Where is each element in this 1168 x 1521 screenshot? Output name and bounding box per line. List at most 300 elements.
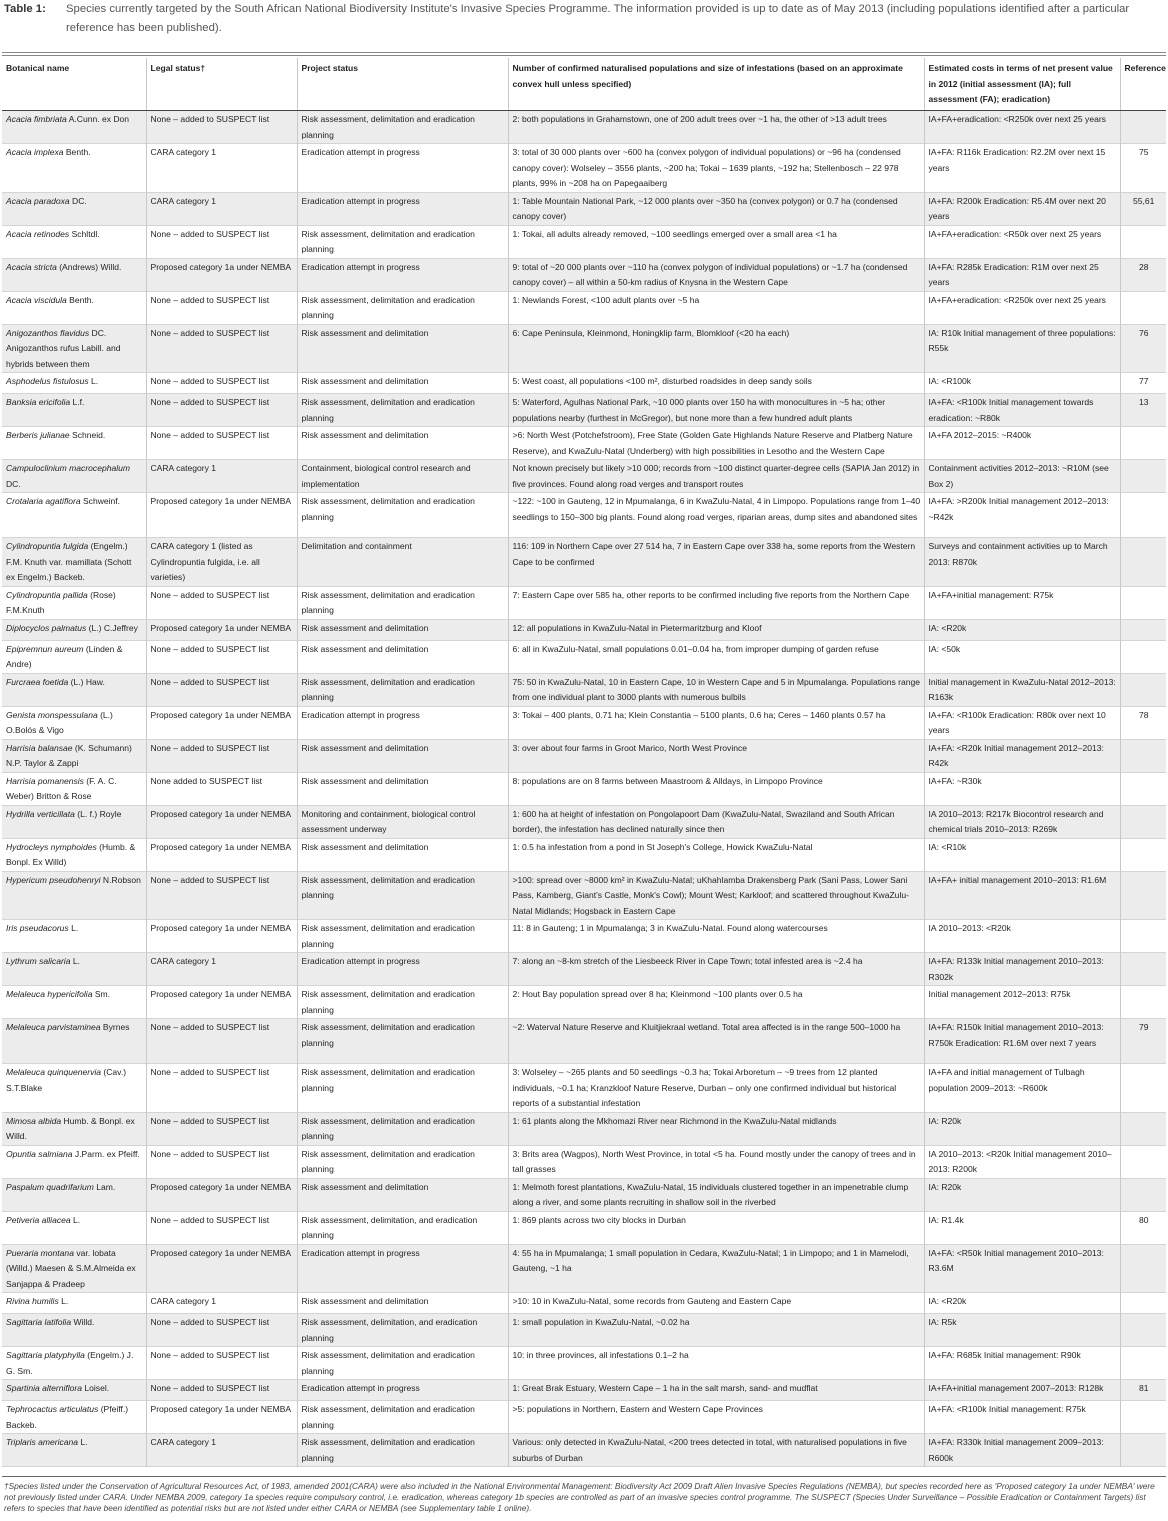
species-authority: L. [68, 923, 79, 933]
species-authority: N.Robson [100, 874, 141, 885]
cell-legal-status: CARA category 1 [146, 460, 297, 493]
cell-costs: IA+FA: ~R30k [924, 772, 1120, 805]
species-authority: var. lobata (Willd.) Maesen & S.M.Almeida ex Sanjappa & Pradeep [6, 1247, 136, 1289]
cell-costs: IA+FA: R116k Eradication: R2.2M over next 15 years [924, 144, 1120, 193]
cell-reference [1120, 619, 1166, 640]
cell-botanical-name [2, 258, 146, 291]
cell-populations: 1: Tokai, all adults already removed, ~100 seedlings emerged over a small area <1 ha [508, 225, 924, 258]
header-populations: Number of confirmed naturalised populations and size of infestations (based on an approximate convex hull unless specified) [508, 58, 924, 111]
cell-project-status: Risk assessment, delimitation and eradication planning [297, 1347, 508, 1380]
cell-legal-status: None – added to SUSPECT list [146, 1314, 297, 1347]
cell-populations: 1: 600 ha at height of infestation on Pongolapoort Dam (KwaZulu-Natal, Swaziland and South African border), the infestation has declined naturally since then [508, 805, 924, 838]
table-row [2, 1019, 1166, 1064]
table-row [2, 111, 1166, 144]
cell-populations: 6: Cape Peninsula, Kleinmond, Honingklip farm, Blomkloof (<20 ha each) [508, 324, 924, 373]
cell-reference [1120, 1401, 1166, 1434]
table-row [2, 258, 1166, 291]
species-name: Lythrum salicaria [6, 956, 71, 966]
species-authority: J.Parm. ex Pfeiff. [72, 1148, 140, 1159]
cell-populations: Not known precisely but likely >10 000; records from ~100 distinct quarter-degree cells (SAPIA Jan 2012) in five provinces. Found along road verges and transport routes [508, 460, 924, 493]
cell-reference [1120, 739, 1166, 772]
cell-botanical-name [2, 144, 146, 193]
cell-costs: IA+FA: <R100k Initial management: R75k [924, 1401, 1120, 1434]
cell-costs: IA+FA+ initial management 2010–2013: R1.6M [924, 871, 1120, 920]
species-authority: Byrnes [100, 1022, 130, 1032]
cell-project-status: Risk assessment, delimitation and eradication planning [297, 920, 508, 953]
cell-project-status: Risk assessment, delimitation and eradication planning [297, 493, 508, 538]
cell-legal-status: None – added to SUSPECT list [146, 871, 297, 920]
species-authority: L. [78, 1437, 88, 1447]
cell-populations: 1: 869 plants across two city blocks in Durban [508, 1211, 924, 1244]
species-name: Triplaris americana [6, 1437, 79, 1447]
cell-reference [1120, 805, 1166, 838]
cell-legal-status: None – added to SUSPECT list [146, 291, 297, 324]
cell-reference [1120, 225, 1166, 258]
cell-project-status: Risk assessment, delimitation and eradication planning [297, 1434, 508, 1467]
cell-costs: IA+FA+eradication: <R250k over next 25 years [924, 291, 1120, 324]
cell-populations: 4: 55 ha in Mpumalanga; 1 small population in Cedara, KwaZulu-Natal; 1 in Limpopo; and 1 in Mamelodi, Gauteng, ~1 ha [508, 1244, 924, 1293]
cell-legal-status: CARA category 1 [146, 144, 297, 193]
table-row [2, 706, 1166, 739]
cell-project-status: Risk assessment and delimitation [297, 838, 508, 871]
table-row [2, 920, 1166, 953]
cell-botanical-name [2, 1244, 146, 1293]
species-name: Diplocyclos palmatus [6, 622, 87, 633]
cell-project-status: Containment, biological control research and implementation [297, 460, 508, 493]
cell-botanical-name [2, 538, 146, 587]
cell-project-status: Risk assessment, delimitation and eradication planning [297, 225, 508, 258]
species-name: Mimosa albida [6, 1115, 62, 1126]
cell-populations: 2: Hout Bay population spread over 8 ha; Kleinmond ~100 plants over 0.5 ha [508, 986, 924, 1019]
species-authority: Benth. [66, 294, 94, 305]
cell-costs: IA+FA 2012–2015: ~R400k [924, 427, 1120, 460]
species-name: Campuloclinium macrocephalum [6, 463, 130, 473]
cell-legal-status: None – added to SUSPECT list [146, 1380, 297, 1401]
cell-costs: IA+FA: R685k Initial management: R90k [924, 1347, 1120, 1380]
footnote-rule [2, 1476, 1166, 1477]
species-name: Acacia implexa [6, 147, 64, 157]
cell-costs: IA+FA and initial management of Tulbagh population 2009–2013: ~R600k [924, 1064, 1120, 1113]
cell-botanical-name [2, 986, 146, 1019]
cell-costs: IA+FA: >R200k Initial management 2012–2013: ~R42k [924, 493, 1120, 538]
cell-legal-status: CARA category 1 [146, 953, 297, 986]
species-name: Melaleuca parvistaminea [6, 1022, 101, 1032]
cell-project-status: Eradication attempt in progress [297, 706, 508, 739]
caption-label: Table 1: [4, 3, 46, 15]
species-authority: L. [70, 1214, 81, 1225]
cell-costs: IA: R10k Initial management of three populations: R55k [924, 324, 1120, 373]
cell-project-status: Risk assessment and delimitation [297, 640, 508, 673]
table-row [2, 838, 1166, 871]
cell-project-status: Risk assessment and delimitation [297, 373, 508, 394]
table-row [2, 1314, 1166, 1347]
cell-costs: IA: R20k [924, 1178, 1120, 1211]
species-authority: Lam. [93, 1181, 116, 1192]
table-row [2, 739, 1166, 772]
species-authority: (Engelm.) J. G. Sm. [6, 1350, 134, 1376]
species-name: Iris pseudacorus [6, 923, 69, 933]
cell-reference [1120, 1434, 1166, 1467]
cell-legal-status: None – added to SUSPECT list [146, 640, 297, 673]
cell-costs: IA+FA: R150k Initial management 2010–2013: R750k Eradication: R1.6M over next 7 years [924, 1019, 1120, 1064]
species-name: Asphodelus fistulosus [6, 376, 89, 386]
cell-populations: 1: Table Mountain National Park, ~12 000 plants over ~350 ha (convex polygon) or 0.7 ha (condensed canopy cover) [508, 192, 924, 225]
cell-reference [1120, 493, 1166, 538]
table-row [2, 871, 1166, 920]
cell-populations: 3: Tokai – 400 plants, 0.71 ha; Klein Constantia – 5100 plants, 0.6 ha; Ceres – 1460 plants 0.57 ha [508, 706, 924, 739]
cell-costs: IA+FA: R285k Eradication: R1M over next 25 years [924, 258, 1120, 291]
cell-botanical-name [2, 871, 146, 920]
table-row [2, 640, 1166, 673]
cell-reference: 76 [1120, 324, 1166, 373]
cell-botanical-name [2, 1112, 146, 1145]
species-name: Pueraria montana [6, 1247, 74, 1258]
cell-legal-status: Proposed category 1a under NEMBA [146, 986, 297, 1019]
species-authority: (L.) Haw. [68, 676, 105, 687]
table-row [2, 225, 1166, 258]
species-authority: (Linden & Andre) [6, 643, 123, 669]
species-name: Melaleuca hypericifolia [6, 989, 93, 999]
cell-costs: IA 2010–2013: <R20k [924, 920, 1120, 953]
cell-costs: IA: R5k [924, 1314, 1120, 1347]
cell-project-status: Risk assessment, delimitation and eradication planning [297, 111, 508, 144]
species-name: Harrisia pomanensis [6, 775, 84, 786]
cell-reference [1120, 1314, 1166, 1347]
table-row [2, 373, 1166, 394]
species-name: Cylindropuntia pallida [6, 589, 88, 600]
cell-reference [1120, 427, 1166, 460]
cell-costs: IA+FA+eradication: <R50k over next 25 years [924, 225, 1120, 258]
cell-reference [1120, 1293, 1166, 1314]
species-authority: (L.) O.Bolós & Vigo [6, 709, 113, 735]
cell-botanical-name [2, 1401, 146, 1434]
cell-botanical-name [2, 619, 146, 640]
top-rule [2, 52, 1166, 53]
species-authority: L. [58, 1296, 69, 1306]
cell-costs: IA: <R20k [924, 619, 1120, 640]
cell-costs: IA+FA+initial management 2007–2013: R128k [924, 1380, 1120, 1401]
cell-populations: ~2: Waterval Nature Reserve and Kluitjiekraal wetland. Total area affected is in the range 500–1000 ha [508, 1019, 924, 1064]
species-authority: (Andrews) Willd. [56, 261, 122, 272]
cell-costs: IA: <R100k [924, 373, 1120, 394]
species-authority: DC. [69, 195, 87, 206]
header-legal-status: Legal status† [146, 58, 297, 111]
cell-populations: 3: Brits area (Wagpos), North West Province, in total <5 ha. Found mostly under the canopy of trees and in tall grasses [508, 1145, 924, 1178]
cell-botanical-name [2, 739, 146, 772]
header-row [2, 58, 1166, 111]
caption-text: Species currently targeted by the South African National Biodiversity Institute's Invasive Species Programme. The information provided is up to date as of May 2013 (including populations identified after a particular reference has been published). [66, 3, 1130, 34]
cell-populations: 1: Newlands Forest, <100 adult plants over ~5 ha [508, 291, 924, 324]
cell-populations: 1: Melmoth forest plantations, KwaZulu-Natal, 15 individuals clustered together in an impenetrable clump along a river, and some plants recruiting in shallow soil in the riverbed [508, 1178, 924, 1211]
cell-costs: IA: <R20k [924, 1293, 1120, 1314]
header-botanical-name: Botanical name [2, 58, 146, 111]
cell-legal-status: None – added to SUSPECT list [146, 1145, 297, 1178]
cell-populations: 1: 61 plants along the Mkhomazi River near Richmond in the KwaZulu-Natal midlands [508, 1112, 924, 1145]
cell-reference [1120, 1178, 1166, 1211]
cell-project-status: Risk assessment and delimitation [297, 324, 508, 373]
species-name: Tephrocactus articulatus [6, 1404, 99, 1414]
cell-botanical-name [2, 192, 146, 225]
cell-botanical-name [2, 920, 146, 953]
cell-botanical-name [2, 805, 146, 838]
species-authority: Loisel. [82, 1383, 110, 1393]
table-row [2, 1145, 1166, 1178]
species-name: Acacia retinodes [6, 228, 70, 239]
table-row [2, 1112, 1166, 1145]
cell-botanical-name [2, 953, 146, 986]
cell-reference: 80 [1120, 1211, 1166, 1244]
cell-populations: >5: populations in Northern, Eastern and Western Cape Provinces [508, 1401, 924, 1434]
species-name: Crotalaria agatiflora [6, 496, 81, 506]
cell-project-status: Risk assessment and delimitation [297, 1293, 508, 1314]
cell-botanical-name [2, 1347, 146, 1380]
cell-populations: 9: total of ~20 000 plants over ~110 ha (convex polygon of individual populations) or ~1.7 ha (condensed canopy cover) – all within a 50-km radius of Knysna in the Western Cape [508, 258, 924, 291]
cell-populations: 1: small population in KwaZulu-Natal, ~0.02 ha [508, 1314, 924, 1347]
cell-project-status: Risk assessment, delimitation and eradication planning [297, 586, 508, 619]
table-row [2, 673, 1166, 706]
cell-reference [1120, 1064, 1166, 1113]
cell-project-status: Risk assessment, delimitation, and eradication planning [297, 1211, 508, 1244]
cell-botanical-name [2, 772, 146, 805]
species-name: Paspalum quadrifarium [6, 1181, 94, 1192]
cell-populations: 11: 8 in Gauteng; 1 in Mpumalanga; 3 in KwaZulu-Natal. Found along watercourses [508, 920, 924, 953]
table-row [2, 1178, 1166, 1211]
species-name: Cylindropuntia fulgida [6, 541, 89, 551]
cell-botanical-name [2, 427, 146, 460]
table-row [2, 1380, 1166, 1401]
cell-legal-status: Proposed category 1a under NEMBA [146, 706, 297, 739]
species-authority: (Rose) F.M.Knuth [6, 589, 116, 615]
table-row [2, 493, 1166, 538]
cell-populations: 8: populations are on 8 farms between Maastroom & Alldays, in Limpopo Province [508, 772, 924, 805]
cell-costs: IA+FA: R330k Initial management 2009–2013: R600k [924, 1434, 1120, 1467]
table-caption [4, 0, 1164, 38]
cell-project-status: Risk assessment, delimitation and eradication planning [297, 291, 508, 324]
cell-costs: IA: R1.4k [924, 1211, 1120, 1244]
table-row [2, 324, 1166, 373]
species-name: Petiveria alliacea [6, 1214, 71, 1225]
table-row [2, 1401, 1166, 1434]
species-name: Genista monspessulana [6, 709, 98, 720]
cell-project-status: Risk assessment and delimitation [297, 739, 508, 772]
cell-reference [1120, 1112, 1166, 1145]
species-authority: (Pfeiff.) Backeb. [6, 1404, 129, 1430]
cell-project-status: Risk assessment, delimitation and eradication planning [297, 1064, 508, 1113]
cell-costs: IA+FA: <R50k Initial management 2010–2013: R3.6M [924, 1244, 1120, 1293]
cell-populations: 1: Great Brak Estuary, Western Cape – 1 ha in the salt marsh, sand- and mudflat [508, 1380, 924, 1401]
cell-legal-status: None – added to SUSPECT list [146, 1347, 297, 1380]
table-row [2, 619, 1166, 640]
cell-botanical-name [2, 394, 146, 427]
cell-botanical-name [2, 291, 146, 324]
cell-populations: 7: along an ~8-km stretch of the Liesbeeck River in Cape Town; total infested area is ~2.4 ha [508, 953, 924, 986]
cell-legal-status: None – added to SUSPECT list [146, 739, 297, 772]
cell-project-status: Eradication attempt in progress [297, 258, 508, 291]
cell-project-status: Eradication attempt in progress [297, 192, 508, 225]
cell-reference [1120, 673, 1166, 706]
cell-populations: 1: 0.5 ha infestation from a pond in St Joseph's College, Howick KwaZulu-Natal [508, 838, 924, 871]
cell-legal-status: None added to SUSPECT list [146, 772, 297, 805]
species-authority: (F. A. C. Weber) Britton & Rose [6, 775, 117, 801]
cell-project-status: Risk assessment, delimitation and eradication planning [297, 1401, 508, 1434]
cell-reference: 77 [1120, 373, 1166, 394]
species-authority: Benth. [63, 147, 91, 157]
cell-costs: IA+FA: <R100k Eradication: R80k over next 10 years [924, 706, 1120, 739]
species-name: Spartinia alterniflora [6, 1383, 83, 1393]
cell-botanical-name [2, 1434, 146, 1467]
species-name: Sagittaria platyphylla [6, 1350, 85, 1360]
species-name: Hydrocleys nymphoides [6, 841, 97, 852]
cell-legal-status: None – added to SUSPECT list [146, 427, 297, 460]
cell-legal-status: None – added to SUSPECT list [146, 225, 297, 258]
table-row [2, 1211, 1166, 1244]
cell-reference [1120, 920, 1166, 953]
species-name: Acacia viscidula [6, 294, 67, 305]
cell-project-status: Risk assessment, delimitation, and eradication planning [297, 1314, 508, 1347]
cell-legal-status: Proposed category 1a under NEMBA [146, 1244, 297, 1293]
species-name: Epipremnun aureum [6, 643, 84, 654]
cell-reference: 75 [1120, 144, 1166, 193]
cell-costs: IA+FA: R200k Eradication: R5.4M over next 20 years [924, 192, 1120, 225]
cell-populations: Various: only detected in KwaZulu-Natal, <200 trees detected in total, with naturalised populations in five suburbs of Durban [508, 1434, 924, 1467]
cell-legal-status: CARA category 1 (listed as Cylindropuntia fulgida, i.e. all varieties) [146, 538, 297, 587]
cell-project-status: Risk assessment and delimitation [297, 1178, 508, 1211]
cell-legal-status: None – added to SUSPECT list [146, 1064, 297, 1113]
cell-botanical-name [2, 1380, 146, 1401]
header-project-status: Project status [297, 58, 508, 111]
cell-botanical-name [2, 706, 146, 739]
cell-project-status: Risk assessment, delimitation and eradication planning [297, 1145, 508, 1178]
cell-botanical-name [2, 1293, 146, 1314]
table-row [2, 1434, 1166, 1467]
cell-populations: 3: total of 30 000 plants over ~600 ha (convex polygon of individual populations) or ~96 ha (condensed canopy cover): Wolseley – 3556 plants, ~200 ha; Tokai – 1639 plants, ~192 ha; Stellenbosch – 22 978 plants, 99% in ~208 ha on Papegaaiberg [508, 144, 924, 193]
cell-reference [1120, 291, 1166, 324]
cell-legal-status: Proposed category 1a under NEMBA [146, 258, 297, 291]
cell-project-status: Risk assessment, delimitation and eradication planning [297, 394, 508, 427]
species-authority: Schweinf. [80, 496, 121, 506]
table-row [2, 805, 1166, 838]
cell-legal-status: Proposed category 1a under NEMBA [146, 805, 297, 838]
cell-costs: Containment activities 2012–2013: ~R10M (see Box 2) [924, 460, 1120, 493]
cell-botanical-name [2, 324, 146, 373]
cell-populations: 10: in three provinces, all infestations 0.1–2 ha [508, 1347, 924, 1380]
cell-populations: 75: 50 in KwaZulu-Natal, 10 in Eastern Cape, 10 in Western Cape and 5 in Mpumalanga. Populations range from one individual plant to 3000 plants with numerous bulbils [508, 673, 924, 706]
table-row [2, 538, 1166, 587]
cell-legal-status: CARA category 1 [146, 192, 297, 225]
cell-project-status: Risk assessment, delimitation and eradication planning [297, 1019, 508, 1064]
cell-legal-status: None – added to SUSPECT list [146, 673, 297, 706]
cell-reference [1120, 838, 1166, 871]
cell-legal-status: Proposed category 1a under NEMBA [146, 920, 297, 953]
cell-legal-status: Proposed category 1a under NEMBA [146, 1401, 297, 1434]
cell-botanical-name [2, 673, 146, 706]
cell-populations: ~122: ~100 in Gauteng, 12 in Mpumalanga, 6 in KwaZulu-Natal, 4 in Limpopo. Populations range from 1–40 seedlings to 150–300 big plants. Found along road verges, riparian areas, dump sites and abandoned sites [508, 493, 924, 538]
cell-costs: Initial management in KwaZulu-Natal 2012–2013: R163k [924, 673, 1120, 706]
cell-project-status: Risk assessment, delimitation and eradication planning [297, 673, 508, 706]
species-authority: A.Cunn. ex Don [66, 114, 130, 124]
cell-project-status: Risk assessment and delimitation [297, 619, 508, 640]
cell-costs: Surveys and containment activities up to March 2013: R870k [924, 538, 1120, 587]
cell-costs: IA+FA: <R20k Initial management 2012–2013: R42k [924, 739, 1120, 772]
cell-reference [1120, 953, 1166, 986]
species-authority: L. [88, 376, 99, 386]
cell-botanical-name [2, 111, 146, 144]
table-row [2, 986, 1166, 1019]
species-authority: DC. [6, 478, 21, 489]
species-name: Banksia ericifolia [6, 397, 71, 407]
cell-legal-status: None – added to SUSPECT list [146, 586, 297, 619]
cell-project-status: Eradication attempt in progress [297, 1380, 508, 1401]
cell-populations: 3: over about four farms in Groot Marico, North West Province [508, 739, 924, 772]
species-name: Acacia stricta [6, 261, 57, 272]
cell-reference: 81 [1120, 1380, 1166, 1401]
cell-legal-status: None – added to SUSPECT list [146, 324, 297, 373]
cell-reference [1120, 586, 1166, 619]
cell-reference [1120, 111, 1166, 144]
cell-reference: 55,61 [1120, 192, 1166, 225]
cell-reference [1120, 986, 1166, 1019]
cell-costs: IA: <R10k [924, 838, 1120, 871]
species-authority: Humb. & Bonpl. ex Willd. [6, 1115, 135, 1141]
cell-legal-status: CARA category 1 [146, 1434, 297, 1467]
cell-project-status: Risk assessment and delimitation [297, 427, 508, 460]
cell-reference [1120, 538, 1166, 587]
species-name: Furcraea foetida [6, 676, 69, 687]
species-authority: (Humb. & Bonpl. Ex Willd) [6, 841, 136, 867]
cell-costs: IA 2010–2013: R217k Biocontrol research and chemical trials 2010–2013: R269k [924, 805, 1120, 838]
cell-botanical-name [2, 838, 146, 871]
cell-project-status: Risk assessment, delimitation and eradication planning [297, 871, 508, 920]
species-authority: (L. f.) Royle [74, 808, 122, 819]
species-name: Sagittaria latifolia [6, 1317, 72, 1327]
header-costs: Estimated costs in terms of net present value in 2012 (initial assessment (IA); full assessment (FA); eradication) [924, 58, 1120, 111]
cell-legal-status: Proposed category 1a under NEMBA [146, 619, 297, 640]
cell-project-status: Monitoring and containment, biological control assessment underway [297, 805, 508, 838]
top-rule-2 [2, 55, 1166, 56]
cell-populations: 6: all in KwaZulu-Natal, small populations 0.01–0.04 ha, from improper dumping of garden refuse [508, 640, 924, 673]
table-row [2, 394, 1166, 427]
cell-populations: 116: 109 in Northern Cape over 27 514 ha, 7 in Eastern Cape over 338 ha, some reports from the Western Cape to be confirmed [508, 538, 924, 587]
species-table-wrapper [2, 58, 1166, 1467]
header-reference: Reference [1120, 58, 1166, 111]
species-authority: (Cav.) S.T.Blake [6, 1067, 127, 1093]
species-name: Melaleuca quinquenervia [6, 1067, 102, 1077]
cell-reference [1120, 640, 1166, 673]
species-name: Hydrilla verticillata [6, 808, 75, 819]
cell-project-status: Delimitation and containment [297, 538, 508, 587]
cell-populations: 5: West coast, all populations <100 m², disturbed roadsides in deep sandy soils [508, 373, 924, 394]
cell-botanical-name [2, 373, 146, 394]
cell-botanical-name [2, 1145, 146, 1178]
cell-legal-status: Proposed category 1a under NEMBA [146, 838, 297, 871]
table-row [2, 460, 1166, 493]
cell-reference: 78 [1120, 706, 1166, 739]
table-row [2, 1244, 1166, 1293]
table-row [2, 427, 1166, 460]
cell-costs: IA 2010–2013: <R20k Initial management 2010–2013: R200k [924, 1145, 1120, 1178]
species-authority: L. [70, 956, 80, 966]
cell-botanical-name [2, 586, 146, 619]
species-name: Berberis julianae [6, 430, 70, 440]
cell-reference: 79 [1120, 1019, 1166, 1064]
cell-legal-status: None – added to SUSPECT list [146, 373, 297, 394]
cell-project-status: Eradication attempt in progress [297, 953, 508, 986]
cell-botanical-name [2, 1019, 146, 1064]
cell-botanical-name [2, 225, 146, 258]
table-row [2, 1347, 1166, 1380]
species-name: Hypericum pseudohenryi [6, 874, 101, 885]
cell-populations: >100: spread over ~8000 km² in KwaZulu-Natal; uKhahlamba Drakensberg Park (Sani Pass, Lower Sani Pass, Kamberg, Giant's Castle, Monk's Cowl); Mount West; Karkloof; and scattered throughout KwaZulu-Natal Midlands; Hogsback in Eastern Cape [508, 871, 924, 920]
